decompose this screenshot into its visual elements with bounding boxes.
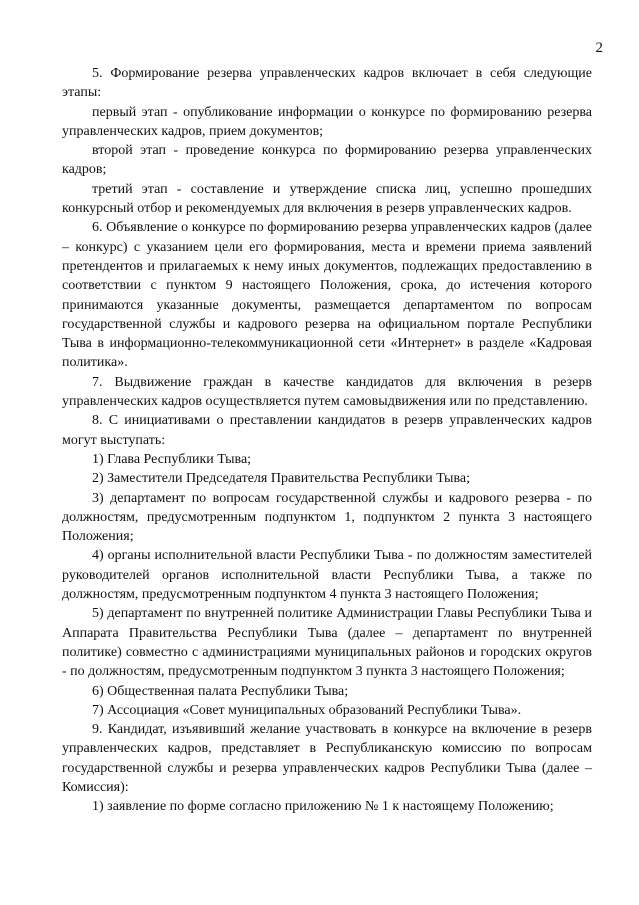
list-item: 3) департамент по вопросам государственной службы и кадрового резерва - по должностям, предусмотренным подпунктом 1, подпунктом 2 пункта 3 настоящего Положения; xyxy=(62,490,592,545)
list-item: 7) Ассоциация «Совет муниципальных образований Республики Тыва». xyxy=(92,702,522,718)
document-body xyxy=(62,64,592,817)
paragraph: 5. Формирование резерва управленческих кадров включает в себя следующие этапы: xyxy=(62,66,592,101)
page-number: 2 xyxy=(595,40,603,56)
paragraph: второй этап - проведение конкурса по формированию резерва управленческих кадров; xyxy=(62,143,592,178)
paragraph: 9. Кандидат, изъявивший желание участвовать в конкурсе на включение в резерв управленческих кадров, представляет в Республиканскую комиссию по вопросам государственной службы и резерва управленческих кадров Республики Тыва (далее – Комиссия): xyxy=(62,722,592,795)
list-item: 1) заявление по форме согласно приложению № 1 к настоящему Положению; xyxy=(92,799,554,815)
paragraph: третий этап - составление и утверждение списка лиц, успешно прошедших конкурсный отбор и рекомендуемых для включения в резерв управленческих кадров. xyxy=(62,181,592,217)
list-item: 1) Глава Республики Тыва; xyxy=(92,451,252,467)
list-item: 6) Общественная палата Республики Тыва; xyxy=(92,683,349,699)
paragraph: 7. Выдвижение граждан в качестве кандидатов для включения в резерв управленческих кадров осуществляется путем самовыдвижения или по представлению. xyxy=(62,374,592,410)
list-item: 2) Заместители Председателя Правительства Республики Тыва; xyxy=(92,471,470,487)
paragraph: 6. Объявление о конкурсе по формированию резерва управленческих кадров (далее – конкурс) с указанием цели его формирования, места и времени приема заявлений претендентов и прилагаемых к нему иных документов, подлежащих предоставлению в соответствии с пунктом 9 настоящего Положения, срока, до истечения которого принимаются указанные документы, размещается департаментом по вопросам государственной службы и кадрового резерва на официальном портале Республики Тыва в информационно-телекоммуникационной сети «Интернет» в разделе «Кадровая политика». xyxy=(62,220,592,371)
list-item: 5) департамент по внутренней политике Администрации Главы Республики Тыва и Аппарата Правительства Республики Тыва (далее – департамент по внутренней политике) совместно с администрациями муниципальных районов и городских округов - по должностям, предусмотренным подпунктом 3 пункта 3 настоящего Положения; xyxy=(62,606,592,680)
paragraph: первый этап - опубликование информации о конкурсе по формированию резерва управленческих кадров, прием документов; xyxy=(62,104,592,139)
paragraph: 8. С инициативами о преставлении кандидатов в резерв управленческих кадров могут выступать: xyxy=(62,413,592,448)
list-item: 4) органы исполнительной власти Республики Тыва - по должностям заместителей руководителей органов исполнительной власти Республики Тыва, а также по должностям, предусмотренным подпунктом 4 пункта 3 настоящего Положения; xyxy=(62,548,592,603)
